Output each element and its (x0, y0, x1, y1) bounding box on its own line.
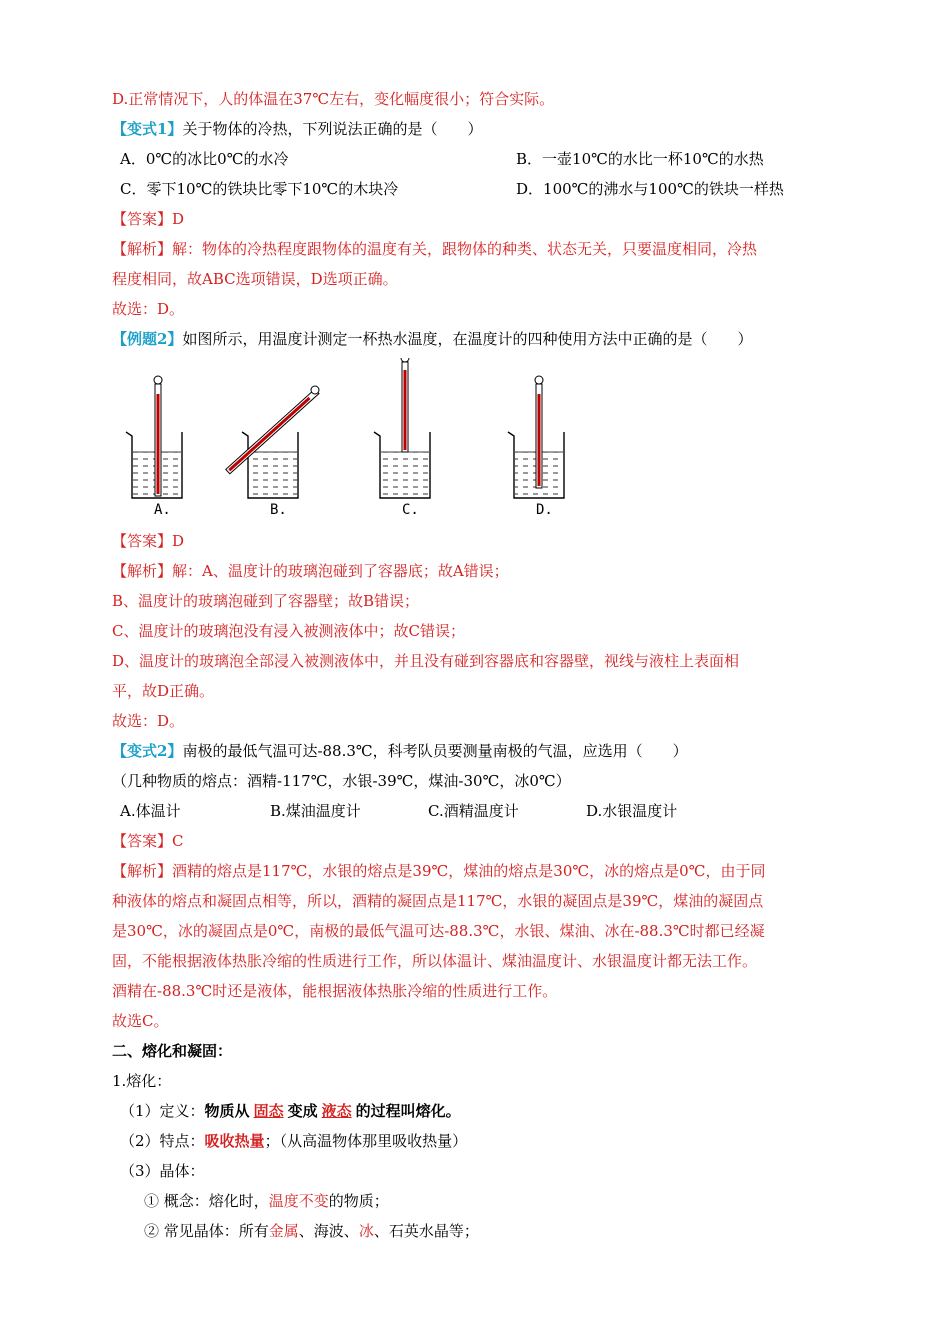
choice-b: B.煤油温度计 (270, 802, 361, 820)
crystal-concept: ① 概念：熔化时，温度不变的物质； (144, 1192, 389, 1210)
example2-question: 【例题2】如图所示，用温度计测定一杯热水温度，在温度计的四种使用方法中正确的是（ ） (112, 330, 753, 348)
beakers-illustration (112, 358, 832, 526)
crystal-heading: （3）晶体： (120, 1162, 205, 1180)
definition-line: （1）定义：物质从 固态 变成 液态 的过程叫熔化。 (120, 1102, 461, 1120)
explanation-line: 固，不能根据液体热胀冷缩的性质进行工作，所以体温计、煤油温度计、水银温度计都无法工作。 (112, 952, 758, 970)
document-page (112, 84, 842, 1246)
explanation-line: 平，故D正确。 (112, 682, 215, 700)
variant1-question: 【变式1】关于物体的冷热，下列说法正确的是（ ） (112, 120, 483, 138)
thermometer-figure (112, 358, 842, 526)
blank-solid: 固态 (253, 1102, 284, 1120)
explanation-line: D、温度计的玻璃泡全部浸入被测液体中，并且没有碰到容器底和容器壁，视线与液柱上表面相 (112, 652, 740, 670)
explanation-line: 程度相同，故ABC选项错误，D选项正确。 (112, 270, 398, 288)
beaker-c (374, 358, 430, 498)
explanation-line: 是30℃，冰的凝固点是0℃，南极的最低气温可达-88.3℃，水银、煤油、冰在-88.3℃时都已经凝 (112, 922, 765, 940)
subsection-heading: 1.熔化： (112, 1072, 172, 1090)
choice-a: A．0℃的冰比0℃的水冷 (120, 150, 289, 168)
variant2-note: （几种物质的熔点：酒精-117℃，水银-39℃，煤油-30℃，冰0℃） (112, 772, 571, 790)
explanation-line: 【解析】解：A、温度计的玻璃泡碰到了容器底；故A错误； (112, 562, 509, 580)
example-tag: 【例题2】 (112, 330, 183, 348)
choice-row (112, 144, 842, 174)
explanation-line: 【解析】酒精的熔点是117℃，水银的熔点是39℃，煤油的熔点是30℃，冰的熔点是0℃，由于同 (112, 862, 766, 880)
feature-line: （2）特点：吸收热量；（从高温物体那里吸收热量） (120, 1132, 468, 1150)
explanation-line: C、温度计的玻璃泡没有浸入被测液体中；故C错误； (112, 622, 465, 640)
figure-label-b: B. (270, 502, 287, 518)
answer-line: 【答案】C (112, 832, 184, 850)
choice-d: D.水银温度计 (586, 802, 678, 820)
answer-line: 【答案】D (112, 210, 185, 228)
section-heading: 二、熔化和凝固： (112, 1042, 233, 1060)
choice-row (112, 174, 842, 204)
explanation-line: 酒精在-88.3℃时还是液体，能根据液体热胀冷缩的性质进行工作。 (112, 982, 558, 1000)
text-line: D.正常情况下，人的体温在37℃左右，变化幅度很小；符合实际。 (112, 90, 555, 108)
figure-label-d: D. (536, 502, 553, 518)
explanation-line: 种液体的熔点和凝固点相等，所以，酒精的凝固点是117℃，水银的凝固点是39℃，煤油的凝固点 (112, 892, 764, 910)
selection-line: 故选：D。 (112, 712, 185, 730)
choice-d: D．100℃的沸水与100℃的铁块一样热 (516, 180, 784, 198)
variant-tag: 【变式2】 (112, 742, 183, 760)
beaker-a (126, 376, 182, 498)
choice-b: B．一壶10℃的水比一杯10℃的水热 (516, 150, 764, 168)
explanation-line: 【解析】解：物体的冷热程度跟物体的温度有关，跟物体的种类、状态无关，只要温度相同，冷热 (112, 240, 758, 258)
figure-label-a: A. (154, 502, 171, 518)
selection-line: 故选C。 (112, 1012, 169, 1030)
choice-row (112, 796, 842, 826)
explanation-line: B、温度计的玻璃泡碰到了容器壁；故B错误； (112, 592, 420, 610)
crystal-examples: ② 常见晶体：所有金属、海波、冰、石英水晶等； (144, 1222, 479, 1240)
beaker-b (226, 386, 319, 498)
choice-a: A.体温计 (120, 802, 181, 820)
selection-line: 故选：D。 (112, 300, 185, 318)
figure-label-c: C. (402, 502, 419, 518)
answer-line: 【答案】D (112, 532, 185, 550)
choice-c: C.酒精温度计 (428, 802, 519, 820)
variant-tag: 【变式1】 (112, 120, 183, 138)
blank-liquid: 液态 (321, 1102, 352, 1120)
beaker-d (508, 376, 564, 498)
choice-c: C．零下10℃的铁块比零下10℃的木块冷 (120, 180, 399, 198)
variant2-question: 【变式2】南极的最低气温可达-88.3℃，科考队员要测量南极的气温，应选用（ ） (112, 742, 688, 760)
